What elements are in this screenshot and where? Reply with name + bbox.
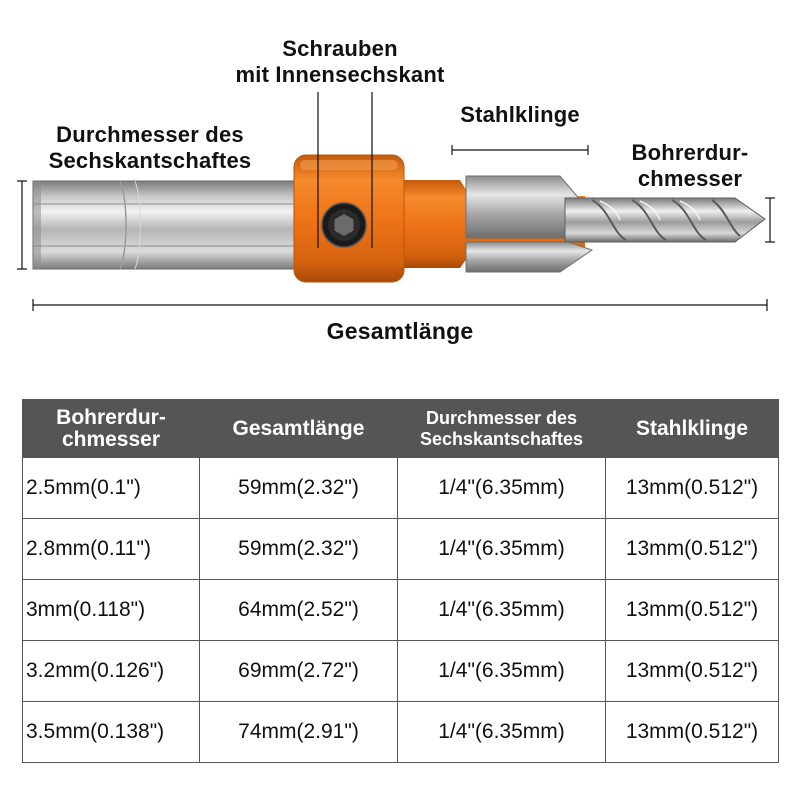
cell-shank-diameter: 1/4"(6.35mm) [398,702,606,763]
drill-diameter-dimension [765,198,775,242]
cell-total-length: 74mm(2.91") [200,702,398,763]
shank-diameter-dimension [17,181,27,269]
table-row [23,519,779,580]
screw-label: Schrauben mit Innensechskant [235,36,445,87]
header-shank-diameter: Durchmesser des Sechskantschaftes [398,400,606,458]
cell-steel-blade: 13mm(0.512") [606,580,779,641]
hex-shank [33,181,298,269]
table-row [23,702,779,763]
steel-blade-dimension [452,145,588,155]
spec-table [22,399,779,763]
cell-drill-diameter: 3mm(0.118") [23,580,200,641]
cell-shank-diameter: 1/4"(6.35mm) [398,458,606,519]
drill-diameter-label: Bohrerdur- chmesser [631,140,749,191]
countersink-bit-diagram [0,0,800,370]
table-row [23,580,779,641]
hex-socket-screw [322,203,366,247]
cell-steel-blade: 13mm(0.512") [606,702,779,763]
cell-total-length: 69mm(2.72") [200,641,398,702]
cell-shank-diameter: 1/4"(6.35mm) [398,519,606,580]
cell-shank-diameter: 1/4"(6.35mm) [398,580,606,641]
header-drill-diameter: Bohrerdur- chmesser [23,400,200,458]
header-total-length: Gesamtlänge [200,400,398,458]
table-header-row [23,400,779,458]
cell-total-length: 64mm(2.52") [200,580,398,641]
cell-steel-blade: 13mm(0.512") [606,519,779,580]
cell-drill-diameter: 2.5mm(0.1") [23,458,200,519]
cell-drill-diameter: 2.8mm(0.11") [23,519,200,580]
drill-bit [565,198,765,242]
cell-shank-diameter: 1/4"(6.35mm) [398,641,606,702]
cell-drill-diameter: 3.5mm(0.138") [23,702,200,763]
cell-total-length: 59mm(2.32") [200,519,398,580]
table-row [23,641,779,702]
total-length-label: Gesamtlänge [326,318,474,344]
shank-diameter-label: Durchmesser des Sechskantschaftes [48,122,252,173]
cell-total-length: 59mm(2.32") [200,458,398,519]
steel-blade-label: Stahlklinge [460,102,580,127]
total-length-dimension [33,299,767,311]
table-row [23,458,779,519]
header-steel-blade: Stahlklinge [606,400,779,458]
cell-steel-blade: 13mm(0.512") [606,458,779,519]
cell-steel-blade: 13mm(0.512") [606,641,779,702]
cell-drill-diameter: 3.2mm(0.126") [23,641,200,702]
